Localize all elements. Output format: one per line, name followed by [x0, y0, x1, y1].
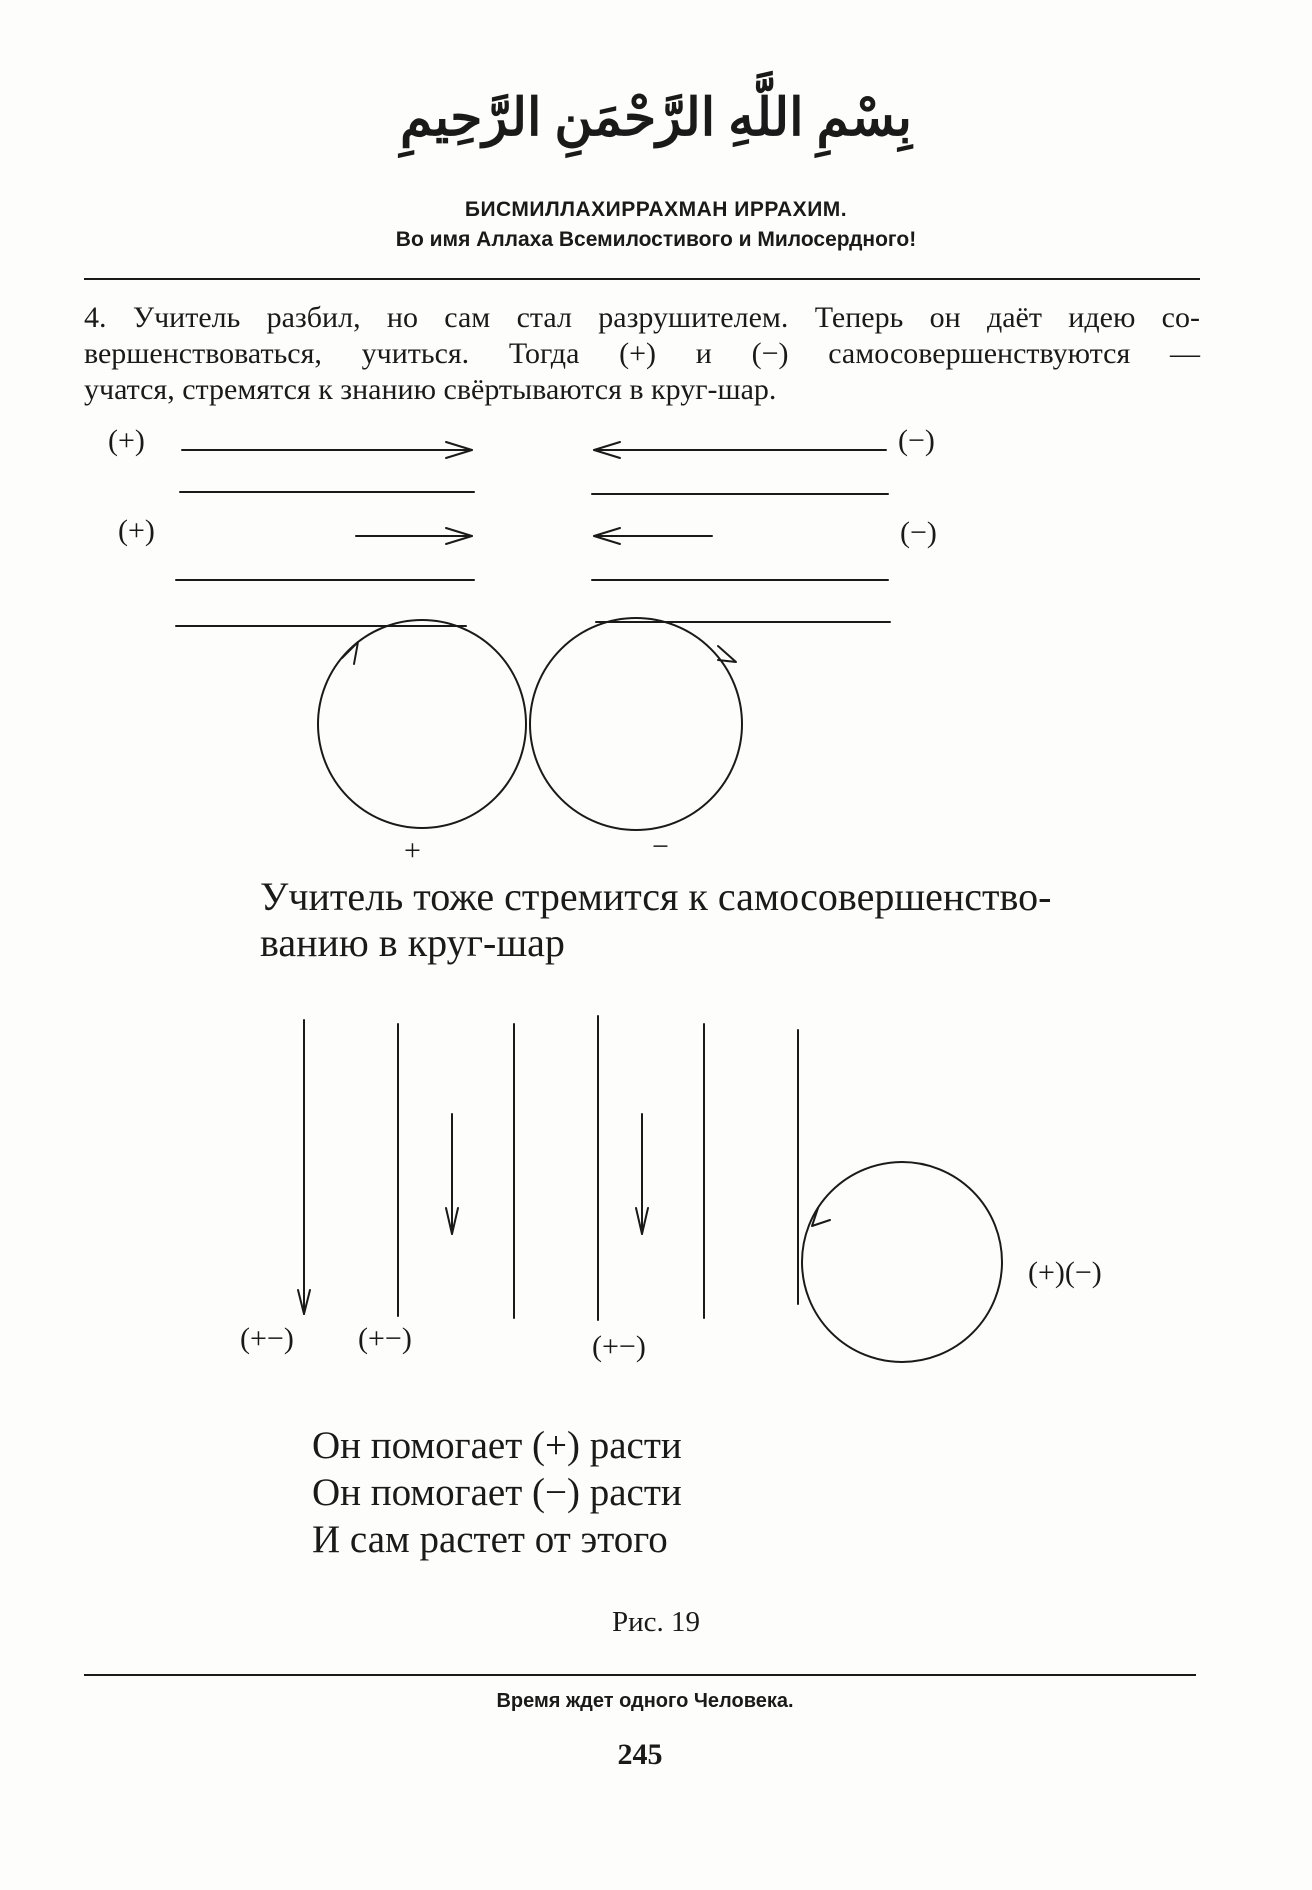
- paragraph-line-3: учатся, стремятся к знанию свёртываются в круг-шар.: [84, 373, 777, 406]
- bottom-label-1: (+−): [240, 1322, 294, 1355]
- plus-circle-sign: +: [404, 834, 421, 867]
- top-plus-label-1: (+): [108, 424, 145, 457]
- circle-label: (+)(−): [1028, 1256, 1102, 1289]
- conclusion-line-2: Он помогает (−) расти: [312, 1471, 682, 1514]
- page-number: 245: [617, 1738, 663, 1771]
- figure-caption: Рис. 19: [611, 1606, 701, 1638]
- bottom-label-2: (+−): [358, 1322, 412, 1355]
- header-subtitle: Во имя Аллаха Всемилостивого и Милосердного!: [395, 228, 917, 251]
- top-minus-label-2: (−): [900, 516, 937, 549]
- top-plus-label-2: (+): [118, 514, 155, 547]
- bismillah-calligraphy: بِسْمِ اللَّهِ الرَّحْمَنِ الرَّحِيمِ: [399, 90, 913, 147]
- plus-circle-arrowhead: [342, 642, 358, 664]
- header-title: БИСМИЛЛАХИРРАХМАН ИРРАХИМ.: [464, 198, 848, 221]
- minus-circle-sign: −: [652, 830, 669, 863]
- footer-book-title: Время ждет одного Человека.: [496, 1690, 794, 1712]
- teacher-circle: [802, 1162, 1002, 1362]
- bottom-label-3: (+−): [592, 1330, 646, 1363]
- statement-line-2: ванию в круг-шар: [260, 920, 565, 965]
- minus-circle: [530, 618, 742, 830]
- paragraph-line-2: вершенствоваться, учиться. Тогда (+) и (−) самосовершенствуются —: [84, 337, 1200, 370]
- top-minus-label-1: (−): [898, 424, 935, 457]
- minus-circle-arrowhead: [718, 646, 736, 662]
- paragraph-line-1: 4. Учитель разбил, но сам стал разрушителем. Теперь он даёт идею со-: [84, 301, 1200, 334]
- conclusion-line-3: И сам растет от этого: [312, 1518, 668, 1561]
- conclusion-line-1: Он помогает (+) расти: [312, 1424, 682, 1467]
- statement-line-1: Учитель тоже стремится к самосовершенство-: [260, 874, 1052, 919]
- teacher-circle-arrowhead: [812, 1208, 830, 1226]
